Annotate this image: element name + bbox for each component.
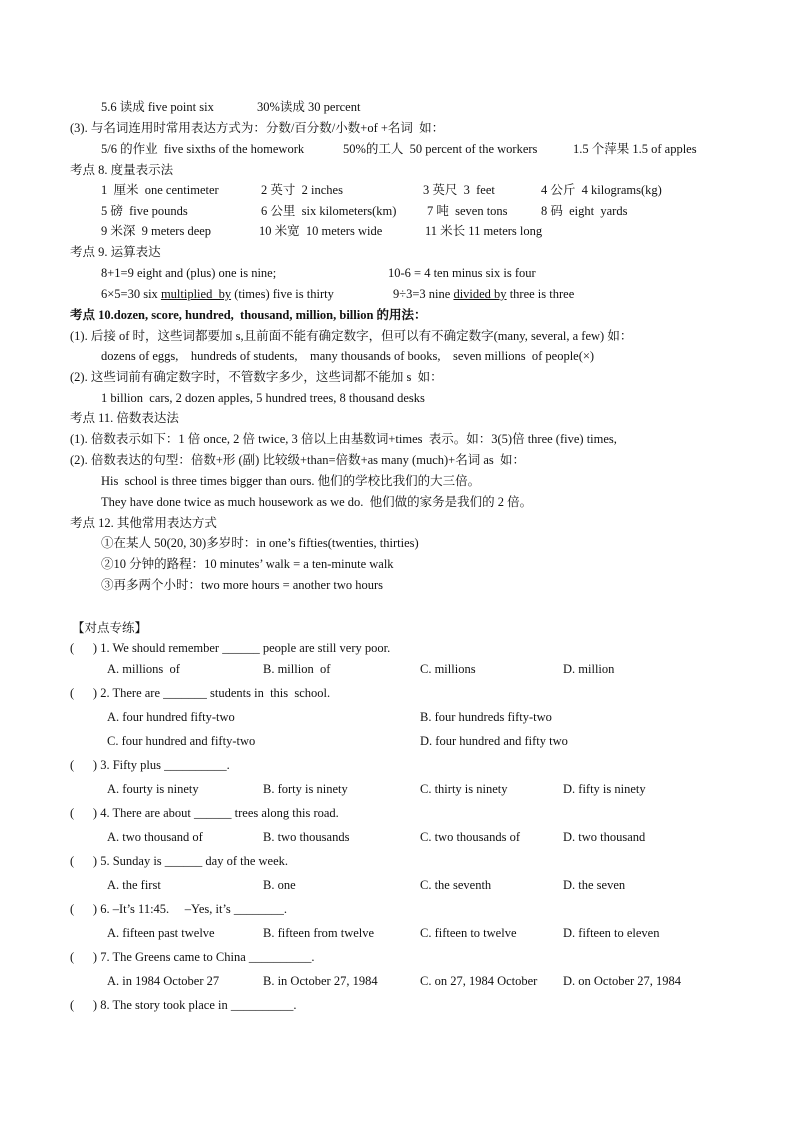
measure-item: 2 英寸 2 inches: [261, 183, 343, 197]
option-a: A. fourty is ninety: [107, 782, 199, 796]
option-a: A. in 1984 October 27: [107, 974, 220, 988]
option-b: B. fifteen from twelve: [263, 926, 375, 940]
option-b: B. one: [263, 878, 296, 892]
operation-line: 10-6 = 4 ten minus six is four: [388, 266, 536, 280]
example-line: 5/6 的作业 five sixths of the homework: [101, 142, 305, 156]
operation-text: three is three: [506, 287, 575, 301]
measure-item: 5 磅 five pounds: [101, 204, 188, 218]
option-b: B. two thousands: [263, 830, 350, 844]
question-stem: ( ) 2. There are _______ students in this school.: [70, 686, 331, 700]
option-d: D. fifty is ninety: [563, 782, 646, 796]
option-a: A. millions of: [107, 662, 180, 676]
option-a: A. the first: [107, 878, 161, 892]
option-c: C. on 27, 1984 October: [420, 974, 538, 988]
option-d: D. million: [563, 662, 615, 676]
rule-line: (3). 与名词连用时常用表达方式为：分数/百分数/小数+of +名词 如：: [70, 121, 445, 135]
measure-item: 11 米长 11 meters long: [425, 224, 543, 238]
example-line: 30%读成 30 percent: [257, 100, 361, 114]
example-line: 1.5 个萍果 1.5 of apples: [573, 142, 697, 156]
option-d: D. two thousand: [563, 830, 646, 844]
rule-line: (2). 这些词前有确定数字时，不管数字多少，这些词都不能加 s 如：: [70, 370, 443, 384]
option-d: D. the seven: [563, 878, 626, 892]
option-d: D. fifteen to eleven: [563, 926, 660, 940]
expression-item: ③再多两个小时：two more hours = another two hours: [101, 578, 384, 592]
option-d: D. on October 27, 1984: [563, 974, 682, 988]
option-b: B. million of: [263, 662, 331, 676]
example-line: dozens of eggs, hundreds of students, many thousands of books, seven millions of people(×): [101, 349, 595, 363]
measure-item: 1 厘米 one centimeter: [101, 183, 219, 197]
operation-text: 9÷3=3 nine: [393, 287, 454, 301]
option-b: B. four hundreds fifty-two: [420, 710, 552, 724]
question-stem: ( ) 7. The Greens came to China __________.: [70, 950, 315, 964]
example-line: His school is three times bigger than ours. 他们的学校比我们的大三倍。: [101, 474, 481, 488]
measure-item: 6 公里 six kilometers(km): [261, 204, 397, 218]
option-b: B. in October 27, 1984: [263, 974, 378, 988]
question-stem: ( ) 3. Fifty plus __________.: [70, 758, 230, 772]
example-line: 5.6 读成 five point six: [101, 100, 214, 114]
section-heading: 考点 9. 运算表达: [70, 245, 161, 259]
section-heading: 考点 12. 其他常用表达方式: [70, 516, 217, 530]
measure-item: 10 米宽 10 meters wide: [259, 224, 383, 238]
rule-line: (2). 倍数表达的句型：倍数+形 (副) 比较级+than=倍数+as many (much)+名词 as 如：: [70, 453, 525, 467]
example-line: 1 billion cars, 2 dozen apples, 5 hundred trees, 8 thousand desks: [101, 391, 425, 405]
option-c: C. two thousands of: [420, 830, 520, 844]
section-heading: 考点 11. 倍数表达法: [70, 411, 179, 425]
practice-heading: 【对点专练】: [72, 621, 148, 635]
option-a: A. fifteen past twelve: [107, 926, 215, 940]
example-line: They have done twice as much housework as we do. 他们做的家务是我们的 2 倍。: [101, 495, 533, 509]
option-a: A. four hundred fifty-two: [107, 710, 235, 724]
question-stem: ( ) 1. We should remember ______ people are still very poor.: [70, 641, 391, 655]
underlined-phrase: divided by: [453, 287, 507, 301]
measure-item: 9 米深 9 meters deep: [101, 224, 212, 238]
option-c: C. thirty is ninety: [420, 782, 508, 796]
option-d: D. four hundred and fifty two: [420, 734, 568, 748]
rule-line: (1). 倍数表示如下：1 倍 once, 2 倍 twice, 3 倍以上由基数词+times 表示。如：3(5)倍 three (five) times,: [70, 432, 617, 446]
option-c: C. millions: [420, 662, 476, 676]
question-stem: ( ) 4. There are about ______ trees along this road.: [70, 806, 339, 820]
option-c: C. the seventh: [420, 878, 492, 892]
operation-text: (times) five is thirty: [231, 287, 334, 301]
question-stem: ( ) 6. –It’s 11:45. –Yes, it’s ________.: [70, 902, 288, 916]
underlined-phrase: multiplied by: [160, 287, 232, 301]
option-a: A. two thousand of: [107, 830, 203, 844]
operation-line: [101, 286, 334, 302]
example-line: 50%的工人 50 percent of the workers: [343, 142, 538, 156]
expression-item: ①在某人 50(20, 30)多岁时：in one’s fifties(twenties, thirties): [101, 536, 419, 550]
option-c: C. fifteen to twelve: [420, 926, 517, 940]
measure-item: 4 公斤 4 kilograms(kg): [541, 183, 662, 197]
operation-line: [393, 286, 574, 302]
operation-line: 8+1=9 eight and (plus) one is nine;: [101, 266, 277, 280]
expression-item: ②10 分钟的路程：10 minutes’ walk = a ten-minute walk: [101, 557, 394, 571]
section-heading: 考点 8. 度量表示法: [70, 163, 174, 177]
option-c: C. four hundred and fifty-two: [107, 734, 256, 748]
measure-item: 8 码 eight yards: [541, 204, 628, 218]
section-heading: 考点 10.dozen, score, hundred, thousand, million, billion 的用法：: [70, 308, 427, 322]
option-b: B. forty is ninety: [263, 782, 348, 796]
rule-line: (1). 后接 of 时，这些词都要加 s,且前面不能有确定数字，但可以有不确定数字(many, several, a few) 如：: [70, 329, 633, 343]
measure-item: 7 吨 seven tons: [427, 204, 508, 218]
question-stem: ( ) 5. Sunday is ______ day of the week.: [70, 854, 289, 868]
operation-text: 6×5=30 six: [101, 287, 161, 301]
measure-item: 3 英尺 3 feet: [423, 183, 495, 197]
question-stem: ( ) 8. The story took place in __________.: [70, 998, 297, 1012]
